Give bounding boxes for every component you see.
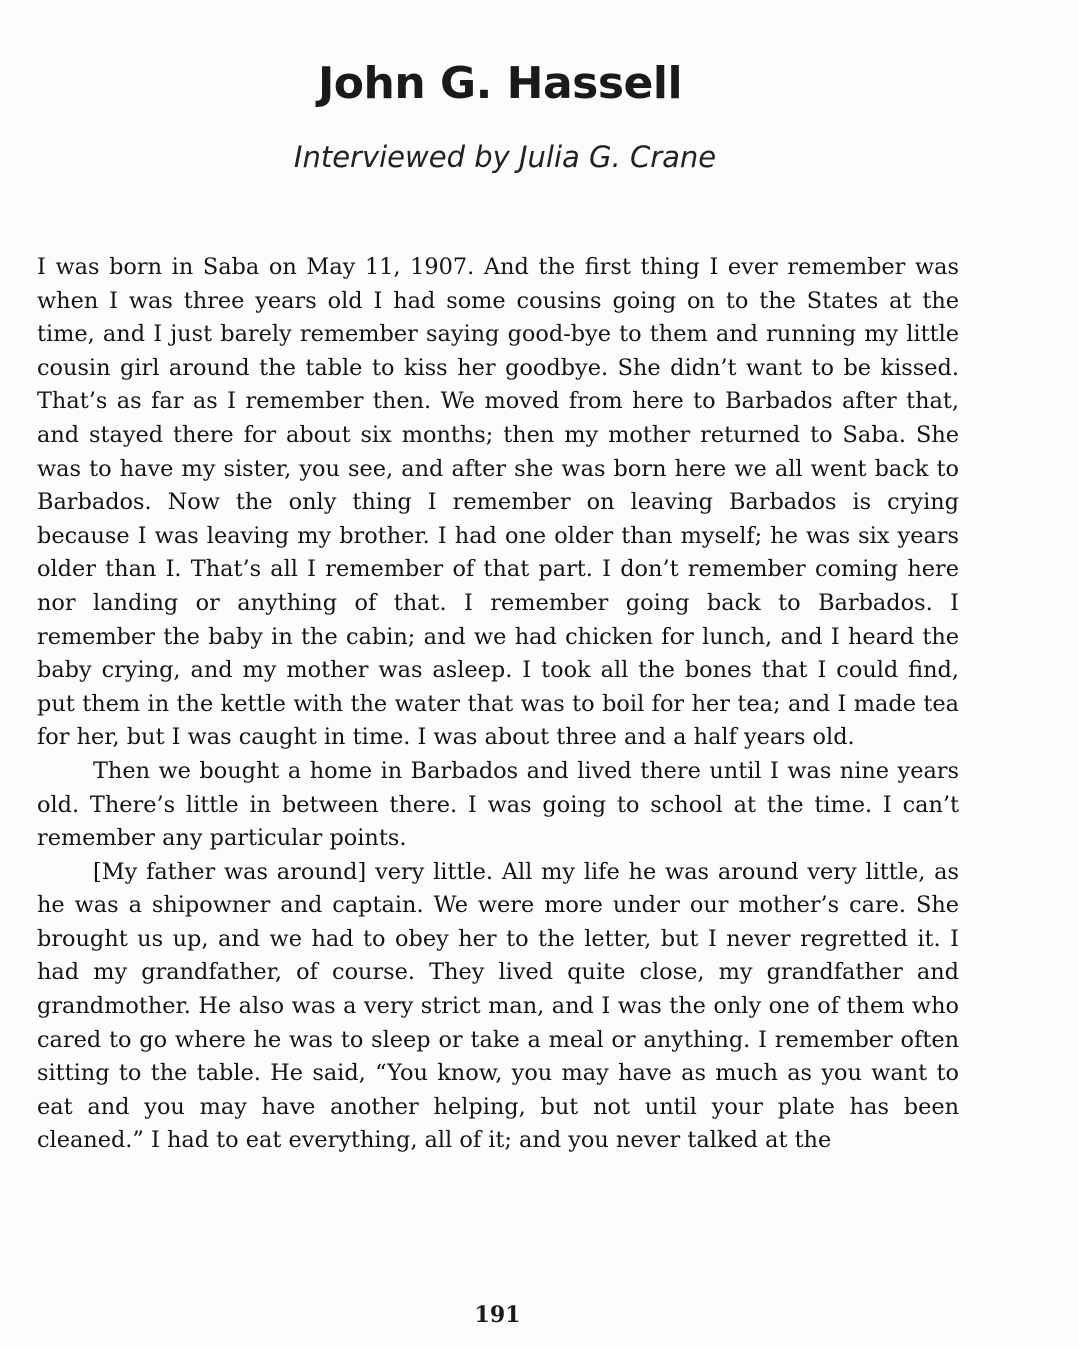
interviewer-byline: Interviewed by Julia G. Crane — [293, 140, 717, 174]
paragraph: Then we bought a home in Barbados and lived there until I was nine years old. There’s little in between there. I was going to school at the time. I can’t remember any particular points. — [37, 757, 959, 852]
interview-text — [37, 251, 959, 1158]
page-number: 191 — [474, 1302, 521, 1328]
paragraph: [My father was around] very little. All my life he was around very little, as he was a shipowner and captain. We were more under our mother’s care. She brought us up, and we had to obey her to the letter, but I never regretted it. I had my grandfather, of course. They lived quite close, my grandfather and grandmother. He also was a very strict man, and I was the only one of them who cared to go where he was to sleep or take a meal or anything. I remember often sitting to the table. He said, “You know, you may have as much as you want to eat and you may have another helping, but not until your plate has been cleaned.” I had to eat everything, all of it; and you never talked at the — [37, 858, 959, 1154]
chapter-title: John G. Hassell — [317, 58, 683, 109]
paragraph: I was born in Saba on May 11, 1907. And the first thing I ever remember was when I was three years old I had some cousins going on to the States at the time, and I just barely remember saying good-bye to them and running my little cousin girl around the table to kiss her goodbye. She didn’t want to be kissed. That’s as far as I remember then. We moved from here to Barbados after that, and stayed there for about six months; then my mother returned to Saba. She was to have my sister, you see, and after she was born here we all went back to Barbados. Now the only thing I remember on leaving Barbados is crying because I was leaving my brother. I had one older than myself; he was six years older than I. That’s all I remember of that part. I don’t remember coming here nor landing or anything of that. I remember going back to Barbados. I remember the baby in the cabin; and we had chicken for lunch, and I heard the baby crying, and my mother was asleep. I took all the bones that I could find, put them in the kettle with the water that was to boil for her tea; and I made tea for her, but I was caught in time. I was about three and a half years old. — [37, 254, 959, 751]
